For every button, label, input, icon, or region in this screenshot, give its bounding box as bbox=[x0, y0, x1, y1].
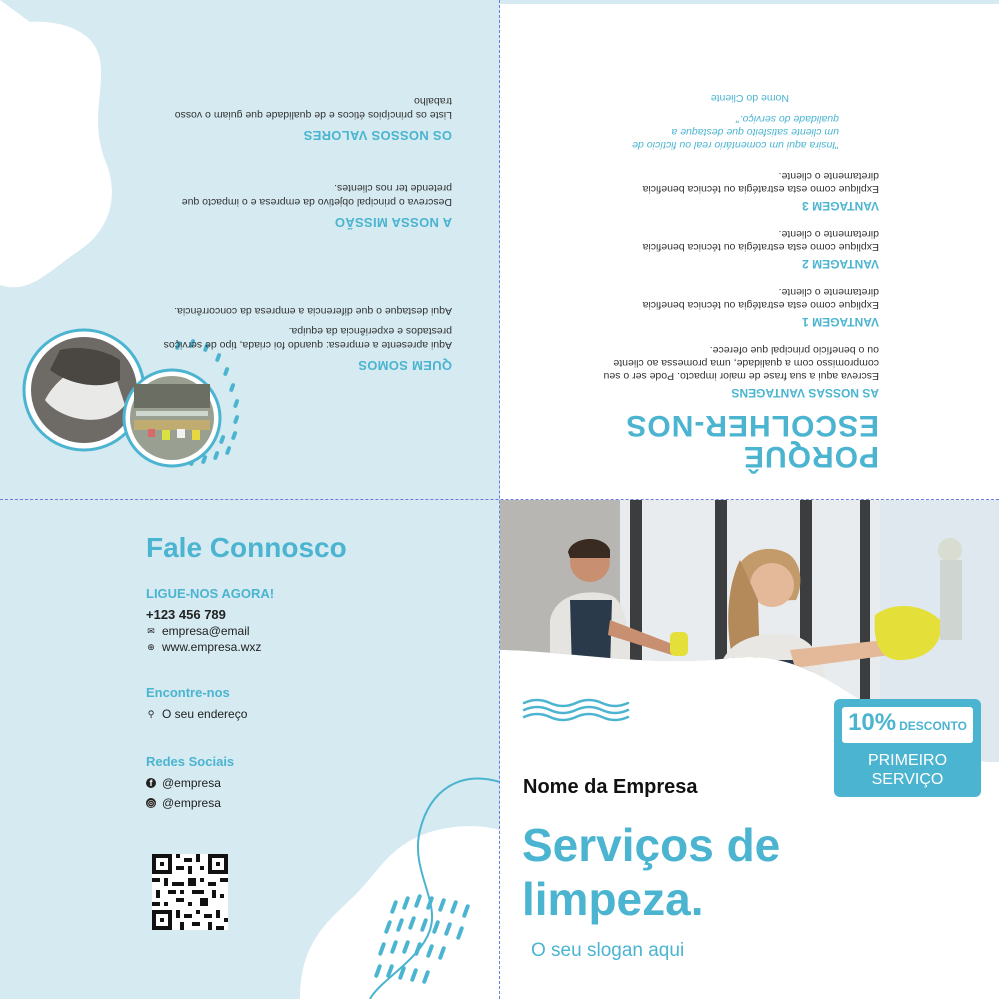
advantage-1-title: VANTAGEM 1 bbox=[802, 315, 879, 329]
inside-left-text bbox=[142, 94, 452, 373]
inside-left-panel bbox=[0, 0, 500, 500]
cover-panel bbox=[500, 500, 999, 999]
facebook-row[interactable] bbox=[146, 775, 446, 791]
advantage-1-body: Explique como esta estratégia ou técnica beneficia diretamente o cliente. bbox=[642, 286, 879, 311]
wave-icon bbox=[522, 698, 630, 722]
discount-label: DESCONTO bbox=[899, 719, 967, 733]
body-quem-somos-2: Aqui destaque o que diferencia a empresa da concorrência. bbox=[174, 305, 452, 317]
headline bbox=[522, 818, 780, 926]
discount-top bbox=[842, 707, 973, 743]
why-choose-us bbox=[599, 91, 879, 472]
contact-section bbox=[146, 532, 446, 811]
website-text: www.empresa.wxz bbox=[162, 640, 262, 654]
testimonial-client: Nome do Cliente bbox=[710, 92, 789, 104]
email-icon: ✉ bbox=[147, 626, 155, 636]
call-label: LIGUE-NOS AGORA! bbox=[146, 586, 275, 601]
facebook-handle: @empresa bbox=[162, 776, 221, 790]
body-missao: Descreva o principal objetivo da empresa e o impacto que pretende ter nos clientes. bbox=[181, 182, 452, 208]
inside-right-panel bbox=[500, 0, 999, 500]
email-text: empresa@email bbox=[162, 624, 250, 638]
discount-line-2: SERVIÇO bbox=[871, 771, 944, 788]
body-quem-somos: Aqui apresente a empresa: quando foi criada, tipo de serviços prestados e experiência da equipa. bbox=[163, 325, 452, 351]
body-valores: Liste os princípios éticos e de qualidade que guiam o vosso trabalho bbox=[174, 95, 452, 121]
company-name: Nome da Empresa bbox=[523, 776, 698, 798]
location-pin-icon: ⚲ bbox=[147, 709, 155, 719]
advantage-2-title: VANTAGEM 2 bbox=[802, 257, 879, 271]
fold-line-horizontal bbox=[0, 499, 999, 500]
title-line-1: PORQUÊ bbox=[742, 440, 879, 473]
facebook-icon: f bbox=[146, 778, 156, 788]
discount-subtext bbox=[834, 751, 981, 789]
instagram-handle: @empresa bbox=[162, 796, 221, 810]
contact-title: Fale Connosco bbox=[146, 532, 347, 563]
inside-left-rotated bbox=[0, 0, 500, 500]
instagram-row[interactable] bbox=[146, 795, 446, 811]
discount-badge bbox=[834, 699, 981, 797]
advantage-3-body: Explique como esta estratégia ou técnica beneficia diretamente o cliente. bbox=[642, 170, 879, 195]
headline-line-2: limpeza. bbox=[522, 873, 704, 925]
advantage-2-body: Explique como esta estratégia ou técnica beneficia diretamente o cliente. bbox=[642, 228, 879, 253]
back-contact-panel bbox=[0, 500, 500, 999]
testimonial-quote: "Insira aqui um comentário real ou fictício de um cliente satisfeito que destaque a qualidade do serviço." bbox=[632, 113, 839, 151]
website-row[interactable] bbox=[146, 639, 446, 655]
heading-valores: OS NOSSOS VALORES bbox=[303, 128, 452, 143]
slogan: O seu slogan aqui bbox=[531, 940, 685, 961]
advantages-subtitle: AS NOSSAS VANTAGENS bbox=[731, 386, 879, 400]
heading-quem-somos: QUEM SOMOS bbox=[357, 358, 452, 373]
heading-missao: A NOSSA MISSÃO bbox=[334, 215, 452, 230]
email-row[interactable] bbox=[146, 623, 446, 639]
instagram-icon: ◎ bbox=[147, 798, 155, 808]
discount-percent: 10% bbox=[848, 709, 897, 736]
advantage-3-title: VANTAGEM 3 bbox=[802, 199, 879, 213]
find-label: Encontre-nos bbox=[146, 685, 230, 700]
headline-line-1: Serviços de bbox=[522, 819, 781, 871]
discount-line-1: PRIMEIRO bbox=[867, 752, 948, 769]
social-label: Redes Sociais bbox=[146, 754, 235, 769]
advantages-intro: Escreva aqui a sua frase de maior impacto. Pode ser o seu compromisso com a qualidade, uma promessa ao cliente ou o benefício principal que oferece. bbox=[603, 344, 879, 382]
globe-icon: ⊕ bbox=[147, 642, 155, 652]
qr-code-icon[interactable] bbox=[152, 854, 228, 930]
address-text: O seu endereço bbox=[162, 707, 248, 721]
phone-number[interactable]: +123 456 789 bbox=[146, 607, 226, 622]
address-row bbox=[146, 706, 446, 722]
title-line-2: ESCOLHER-NOS bbox=[625, 409, 879, 442]
inside-right-rotated bbox=[500, 4, 999, 500]
